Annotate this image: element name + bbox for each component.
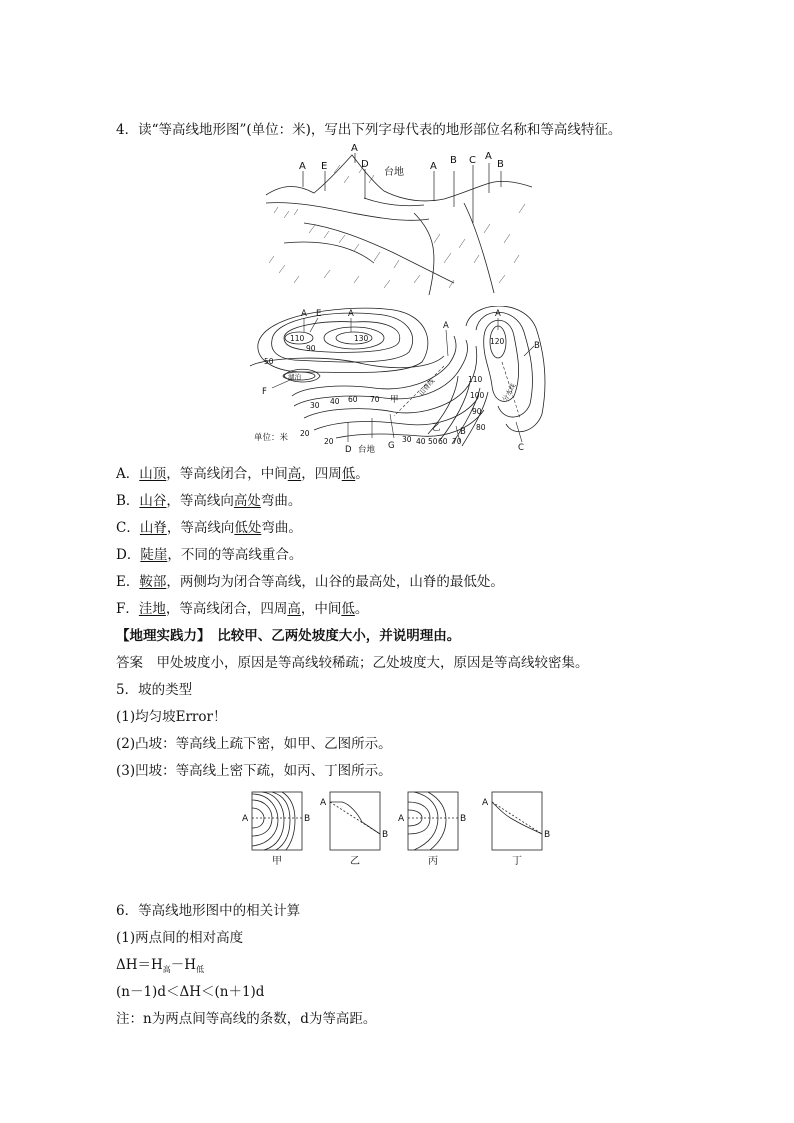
q5-item-2: (2)凸坡：等高线上疏下密，如甲、乙图所示。	[116, 736, 392, 752]
sketch-label-a3: A	[430, 161, 437, 172]
q6-note: 注：n为两点间等高线的条数，d为等高距。	[116, 1011, 377, 1027]
map-num-110b: 110	[468, 375, 483, 384]
map-label-chaodi: 湖泊	[288, 373, 301, 381]
q5-item-3: (3)凹坡：等高线上密下疏，如丙、丁图所示。	[116, 763, 392, 779]
option-f: F．洼地，等高线闭合，四周高，中间低。	[116, 601, 369, 617]
fig-yi-b: B	[382, 830, 389, 840]
practice-question: 【地理实践力】 比较甲、乙两处坡度大小，并说明理由。	[116, 628, 461, 644]
q6-formula-2: (n－1)d＜ΔH＜(n＋1)d	[116, 984, 265, 1000]
map-num-60b: 60	[438, 437, 448, 446]
map-label-taidi: 台地	[358, 445, 376, 454]
fig-bing-caption: 丙	[428, 856, 438, 867]
map-num-50: 50	[264, 357, 274, 366]
map-num-40: 40	[330, 397, 340, 406]
fig-bing-b: B	[460, 814, 467, 824]
fig-jia-a: A	[242, 814, 249, 824]
q6-sub1: (1)两点间的相对高度	[116, 930, 244, 946]
map-label-unit: 单位：米	[254, 433, 289, 443]
slope-figures	[238, 790, 558, 868]
map-label-e: E	[316, 309, 322, 319]
map-label-a1: A	[301, 309, 307, 319]
q6-title: 6．等高线地形图中的相关计算	[116, 903, 301, 919]
map-num-90b: 90	[472, 407, 482, 416]
option-b: B．山谷，等高线向高处弯曲。	[116, 493, 302, 509]
map-label-f: F	[262, 387, 267, 397]
q5-title: 5．坡的类型	[116, 682, 193, 698]
sketch-label-taidi: 台地	[384, 167, 404, 178]
fig-ding-caption: 丁	[512, 856, 522, 867]
sketch-label-d: D	[361, 159, 369, 170]
map-num-20b: 20	[324, 437, 334, 446]
map-num-90: 90	[306, 344, 316, 353]
sketch-label-c: C	[469, 155, 476, 166]
fig-yi-a: A	[320, 798, 327, 808]
sketch-label-a2: A	[351, 143, 358, 154]
map-num-20a: 20	[300, 429, 310, 438]
fig-jia-contours	[252, 792, 295, 850]
map-num-80: 80	[476, 423, 486, 432]
landscape-sketch	[264, 143, 534, 298]
map-num-130: 130	[354, 334, 369, 343]
sketch-label-a1: A	[299, 161, 306, 172]
fig-ding-a: A	[482, 798, 489, 808]
sketch-label-a4: A	[485, 151, 492, 162]
map-num-100: 100	[470, 391, 485, 400]
sketch-label-e: E	[321, 161, 328, 172]
q4-intro: 4．读“等高线地形图”(单位：米)，写出下列字母代表的地形部位名称和等高线特征。	[116, 122, 622, 138]
map-label-jia: 甲	[390, 395, 399, 405]
contour-map	[244, 306, 554, 454]
map-label-a2: A	[348, 309, 354, 319]
map-label-b1: B	[534, 341, 540, 351]
map-label-a3: A	[443, 321, 449, 331]
fig-jia-caption: 甲	[272, 856, 282, 867]
option-c: C．山脊，等高线向低处弯曲。	[116, 520, 302, 536]
map-num-70: 70	[370, 395, 380, 404]
option-d: D．陡崖，不同的等高线重合。	[116, 547, 303, 563]
map-num-110: 110	[290, 334, 305, 343]
answer: 答案 甲处坡度小，原因是等高线较稀疏；乙处坡度大，原因是等高线较密集。	[116, 655, 589, 671]
fig-ding-b: B	[544, 830, 551, 840]
option-e: E．鞍部，两侧均为闭合等高线，山谷的最高处，山脊的最低处。	[116, 574, 504, 590]
map-label-b2: B	[460, 427, 466, 437]
fig-bing-a: A	[398, 814, 405, 824]
map-label-fenshui: 分水线	[500, 382, 518, 403]
fig-jia-b: B	[304, 814, 311, 824]
map-label-g: G	[388, 441, 395, 451]
option-a: A．山顶，等高线闭合，中间高，四周低。	[116, 466, 369, 482]
map-num-50b: 50	[428, 437, 438, 446]
q5-item-1: (1)均匀坡Error！	[116, 709, 227, 725]
map-num-120: 120	[490, 337, 505, 346]
map-num-40b: 40	[416, 437, 426, 446]
map-label-shanji: 山脊线	[417, 377, 437, 398]
q6-formula-1: $\Delta H=H_高-H_低$	[116, 957, 205, 974]
map-num-30b: 30	[402, 435, 412, 444]
sketch-label-b2: B	[497, 159, 504, 170]
map-num-60: 60	[348, 395, 358, 404]
map-label-a4: A	[495, 309, 501, 319]
map-label-c: C	[518, 443, 524, 453]
map-num-70b: 70	[452, 437, 462, 446]
map-label-yi: 乙	[432, 423, 441, 433]
map-num-30: 30	[310, 401, 320, 410]
map-label-d: D	[345, 445, 352, 454]
sketch-label-b1: B	[450, 155, 457, 166]
fig-yi-caption: 乙	[350, 856, 360, 867]
